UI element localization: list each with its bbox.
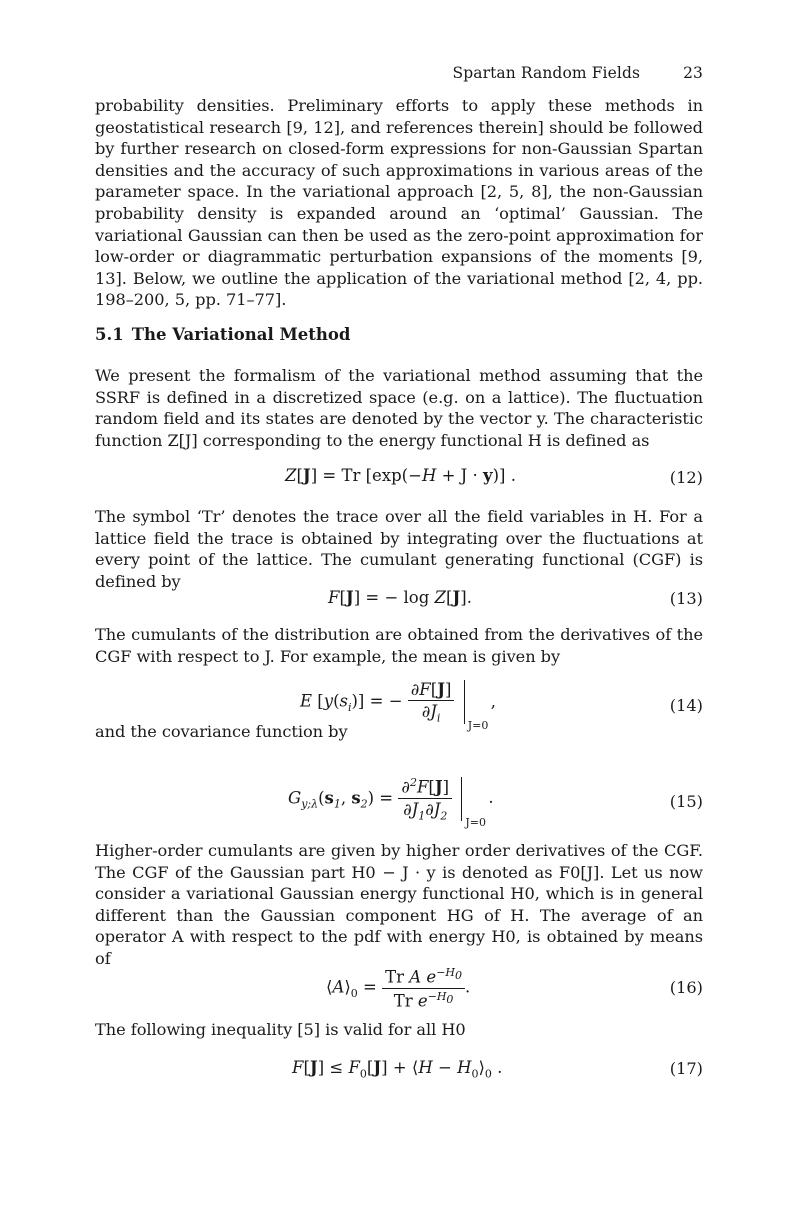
equation-12: Z[J] = Tr [exp(−H + J · y)] .	[285, 466, 516, 485]
running-title: Spartan Random Fields	[452, 64, 641, 82]
equation-number-14: (14)	[669, 696, 703, 715]
equation-number-16: (16)	[669, 978, 703, 997]
paragraph-trace: The symbol ‘Tr’ denotes the trace over all the field variables in H. For a lattice field the trace is obtained by integrating over the fluctuations at every point of the lattice. The cumulant generating functional (CGF) is defined by	[95, 507, 703, 591]
equation-13: F[J] = − log Z[J].	[328, 588, 472, 607]
paragraph-intro: probability densities. Preliminary efforts to apply these methods in geostatistical research [9, 12], and references therein] should be followed by further research on closed-form expressions for non-Gaussian Spartan densities and the accuracy of such approximations in various areas of the parameter space. In the variational approach [2, 5, 8], the non-Gaussian probability density is expanded around an ‘optimal’ Gaussian. The variational Gaussian can then be used as the zero-point approximation for low-order or diagrammatic perturbation expansions of the moments [9, 13]. Below, we outline the application of the variational method [2, 4, pp. 198–200, 5, pp. 71–77].	[95, 96, 703, 310]
equation-number-17: (17)	[669, 1059, 703, 1078]
equation-number-15: (15)	[669, 792, 703, 811]
section-title: The Variational Method	[131, 325, 351, 344]
paragraph-formalism: We present the formalism of the variational method assuming that the SSRF is defined in a discretized space (e.g. on a lattice). The fluctuation random field and its states are denoted by the vector y. The characteristic function Z[J] corresponding to the energy functional H is defined as	[95, 366, 703, 450]
paragraph-higher-order: Higher-order cumulants are given by higher order derivatives of the CGF. The CGF of the Gaussian part H0 − J · y is denoted as F0[J]. Let us now consider a variational Gaussian energy functional H0, which is in general different than the Gaussian component HG of H. The average of an operator A with respect to the pdf with energy H0, is obtained by means of	[95, 841, 703, 968]
page-number: 23	[683, 64, 703, 82]
equation-15: $G_{y;\lambda}(s_1$, $s_2$) = $\frac{\partial^2F[J]}{\partial J_1\partial J_2}$ J=0 .	[288, 776, 494, 829]
equation-number-12: (12)	[669, 468, 703, 487]
paragraph-covariance: and the covariance function by	[95, 722, 348, 741]
running-header	[453, 64, 704, 82]
section-number: 5.1	[95, 325, 124, 344]
paragraph-cumulants: The cumulants of the distribution are obtained from the derivatives of the CGF with respect to J. For example, the mean is given by	[95, 625, 703, 666]
paragraph-inequality: The following inequality [5] is valid for all H0	[95, 1020, 466, 1039]
equation-16: $⟨A⟩_0$ = $\frac{Tr A e^{-H_0}}{Tr e^{-H_0}}$ .	[326, 966, 471, 1010]
section-heading	[95, 325, 350, 344]
equation-14: E $[y(s_i)]$ = − $\frac{\partial F[J]}{\partial J_i}$ J=0 ,	[300, 680, 496, 733]
equation-number-13: (13)	[669, 589, 703, 608]
equation-17: $F[J] \le F_0[J]$ + ⟨H − $H_0⟩_0$ .	[292, 1058, 503, 1081]
